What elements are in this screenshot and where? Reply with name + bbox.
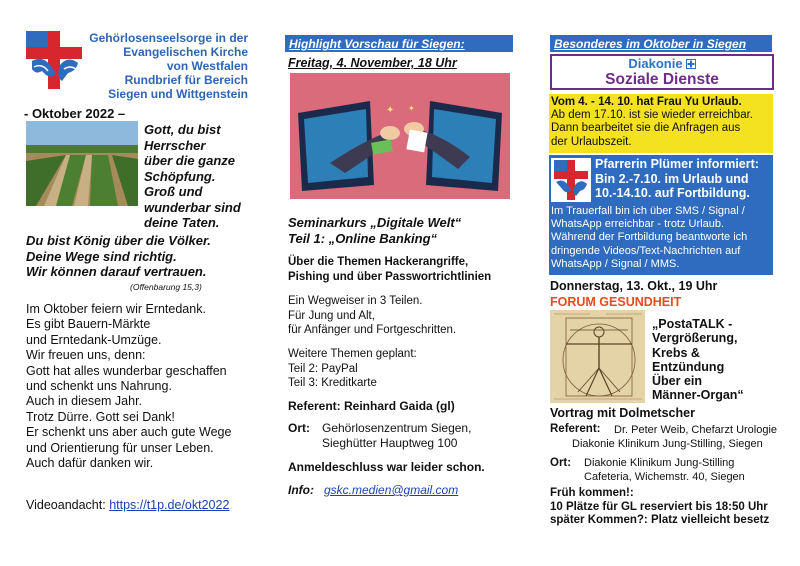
- vitruvian-man-image: [550, 310, 645, 403]
- specials-banner: Besonderes im Oktober in Siegen: [550, 35, 772, 52]
- psalm-verse-continued: Du bist König über die Völker. Deine Wege sind richtig. Wir können darauf vertrauen.: [26, 233, 211, 279]
- seminar-topics: Über die Themen Hackerangriffe, Pishing und über Passwortrichtlinien: [288, 256, 492, 283]
- pastor-info-heading: Pfarrerin Plümer informiert: Bin 2.-7.10. im Urlaub und 10.-14.10. auf Fortbildung.: [595, 157, 759, 200]
- diakonie-logo-line2: Soziale Dienste: [605, 71, 719, 88]
- registration-closed: Anmeldeschluss war leider schon.: [288, 460, 485, 474]
- info-email-link[interactable]: gskc.medien@gmail.com: [324, 483, 459, 497]
- videoandacht-label: Videoandacht:: [26, 498, 110, 512]
- vacation-notice-bold: Vom 4. - 14. 10. hat Frau Yu Urlaub.: [551, 96, 742, 108]
- forum-ort-address: Diakonie Klinikum Jung-Stilling Cafeteria, Wichemstr. 40, Siegen: [584, 457, 745, 483]
- organization-header: Gehörlosenseelsorge in der Evangelischen Kirche von Westfalen Rundbrief für Bereich Siegen und Wittgenstein: [89, 31, 248, 101]
- info-label: Info:: [288, 483, 314, 497]
- gehoerlosenseelsorge-logo-small-icon: [551, 158, 591, 202]
- column-october-specials: [532, 0, 800, 566]
- forum-date: Donnerstag, 13. Okt., 19 Uhr: [550, 279, 718, 293]
- newsletter-month: - Oktober 2022 –: [24, 106, 126, 121]
- referent-label: Referent:: [550, 423, 601, 435]
- ort-address: Gehörlosenzentrum Siegen, Sieghütter Hauptweg 100: [322, 421, 472, 450]
- diakonie-logo-line1: Diakonie: [552, 57, 772, 71]
- postatalk-title: „PostaTALK - Vergrößerung, Krebs & Entzündung Über ein Männer-Organ“: [652, 317, 744, 403]
- svg-text:✦: ✦: [408, 104, 415, 113]
- referent-line: Referent: Reinhard Gaida (gl): [288, 399, 455, 413]
- psalm-verse-right: Gott, du bist Herrscher über die ganze Schöpfung. Groß und wunderbar sind deine Taten.: [144, 122, 241, 230]
- seminar-guide: Ein Wegweiser in 3 Teilen. Für Jung und Alt, für Anfänger und Fortgeschritten.: [288, 295, 457, 337]
- referent-clinic: Diakonie Klinikum Jung-Stilling, Siegen: [572, 438, 763, 450]
- vineyard-image: [26, 121, 138, 206]
- event-date: Freitag, 4. November, 18 Uhr: [288, 56, 457, 70]
- pastor-info-body: Im Trauerfall bin ich über SMS / Signal / WhatsApp erreichbar - trotz Urlaub. Während der Fortbildung beantworte ich dringende Videos/Text-Nachrichten auf WhatsApp / Signal / MMS.: [551, 205, 748, 270]
- verse-reference: (Offenbarung 15,3): [130, 282, 202, 292]
- vacation-notice-yu: [549, 94, 773, 153]
- diakonie-cross-icon: [686, 59, 696, 69]
- pastor-info-box: [549, 155, 773, 275]
- vacation-notice-rest: Ab dem 17.10. ist sie wieder erreichbar. Dann bearbeitet sie die Anfragen aus der Urlaubszeit.: [551, 109, 753, 148]
- ort-label: Ort:: [288, 421, 310, 435]
- diakonie-logo: [550, 54, 774, 90]
- forum-heading: FORUM GESUNDHEIT: [550, 295, 682, 309]
- erntedank-text: Im Oktober feiern wir Erntedank. Es gibt Bauern-Märkte und Erntedank-Umzüge. Wir freuen uns, denn: Gott hat alles wunderbar geschaffen und schenkt uns Nahrung. Auch in diesem Jahr. Trotz Dürre. Gott sei Dank! Er schenkt uns aber auch gute Wege und Orientierung für unser Leben. Auch dafür danken wir.: [26, 302, 232, 471]
- highlight-banner: Highlight Vorschau für Siegen:: [285, 35, 513, 52]
- column-highlight-siegen: [268, 0, 532, 566]
- further-topics: Weitere Themen geplant: Teil 2: PayPal Teil 3: Kreditkarte: [288, 348, 417, 390]
- videoandacht-link[interactable]: https://t1p.de/okt2022: [109, 498, 230, 512]
- videoandacht-line: [26, 498, 229, 512]
- online-banking-illustration: [290, 73, 510, 199]
- seminar-title: Seminarkurs „Digitale Welt“ Teil 1: „Online Banking“: [288, 215, 462, 246]
- seating-note: Früh kommen!: 10 Plätze für GL reserviert bis 18:50 Uhr später Kommen?: Platz vielleicht besetz: [550, 487, 770, 527]
- referent-name: Dr. Peter Weib, Chefarzt Urologie: [614, 424, 778, 436]
- forum-ort-label: Ort:: [550, 457, 572, 469]
- svg-text:✦: ✦: [386, 105, 395, 116]
- lecture-note: Vortrag mit Dolmetscher: [550, 406, 695, 420]
- column-newsletter-intro: [0, 0, 268, 566]
